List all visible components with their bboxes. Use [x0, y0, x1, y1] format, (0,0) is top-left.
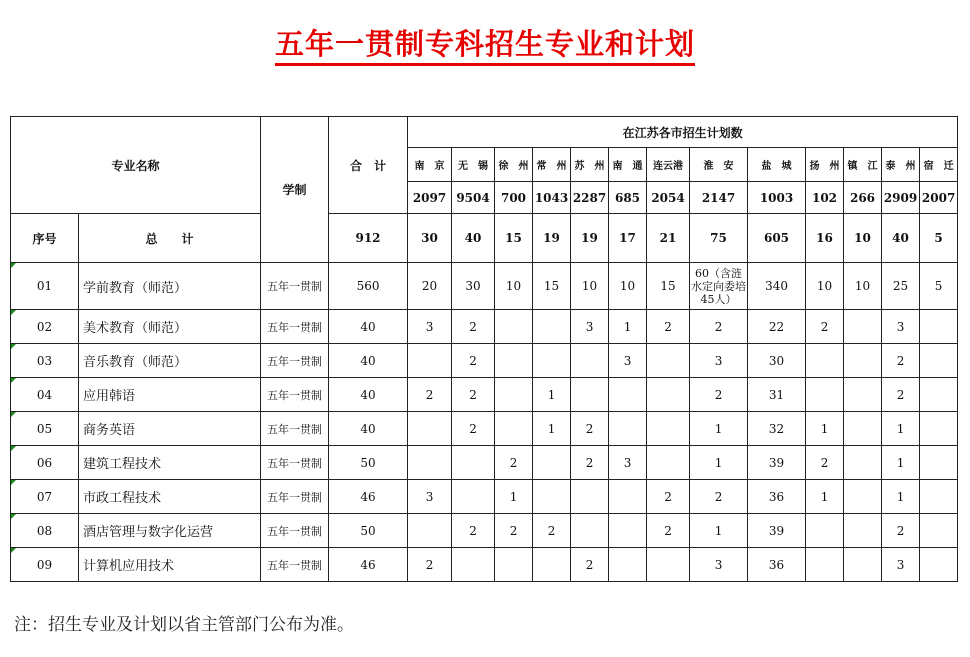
city-total: 5 — [920, 214, 958, 263]
city-plan-value — [571, 480, 609, 514]
major-total: 40 — [329, 378, 408, 412]
study-system: 五年一贯制 — [261, 548, 329, 582]
city-plan-value: 1 — [533, 412, 571, 446]
city-plan-value — [920, 378, 958, 412]
city-plan-value — [533, 548, 571, 582]
city-plan-value: 20 — [408, 263, 452, 310]
city-plan-value — [533, 310, 571, 344]
row-number: 05 — [11, 412, 79, 446]
city-code: 700 — [495, 182, 533, 214]
city-plan-value: 2 — [647, 514, 690, 548]
city-plan-value: 2 — [571, 548, 609, 582]
city-plan-value — [647, 446, 690, 480]
city-code: 2007 — [920, 182, 958, 214]
row-number: 04 — [11, 378, 79, 412]
city-plan-value: 1 — [882, 412, 920, 446]
major-name: 美术教育（师范） — [79, 310, 261, 344]
city-plan-value: 3 — [609, 344, 647, 378]
city-plan-value: 30 — [748, 344, 806, 378]
enrollment-plan-table — [10, 116, 958, 582]
city-total: 40 — [882, 214, 920, 263]
city-plan-value: 2 — [690, 310, 748, 344]
study-system: 五年一贯制 — [261, 310, 329, 344]
city-plan-value — [533, 480, 571, 514]
city-plan-value: 3 — [690, 548, 748, 582]
city-total: 17 — [609, 214, 647, 263]
city-plan-value — [495, 548, 533, 582]
study-system: 五年一贯制 — [261, 514, 329, 548]
study-system: 五年一贯制 — [261, 263, 329, 310]
city-plan-value: 2 — [882, 344, 920, 378]
city-plan-value: 1 — [609, 310, 647, 344]
city-plan-value — [452, 480, 495, 514]
city-plan-value: 60（含涟水定向委培45人） — [690, 263, 748, 310]
major-name: 商务英语 — [79, 412, 261, 446]
city-plan-value: 32 — [748, 412, 806, 446]
major-name: 酒店管理与数字化运营 — [79, 514, 261, 548]
city-code: 9504 — [452, 182, 495, 214]
city-plan-value — [571, 378, 609, 412]
city-header: 扬 州 — [806, 148, 844, 182]
city-code: 2097 — [408, 182, 452, 214]
city-plan-value: 15 — [533, 263, 571, 310]
city-plan-value: 2 — [571, 412, 609, 446]
city-plan-value: 2 — [571, 446, 609, 480]
city-plan-value: 1 — [882, 446, 920, 480]
city-header: 宿 迁 — [920, 148, 958, 182]
city-plan-value: 2 — [452, 514, 495, 548]
city-plan-value — [844, 310, 882, 344]
study-system: 五年一贯制 — [261, 446, 329, 480]
city-plan-value — [495, 378, 533, 412]
city-header: 常 州 — [533, 148, 571, 182]
major-total: 46 — [329, 548, 408, 582]
city-plan-value — [609, 378, 647, 412]
city-plan-value: 340 — [748, 263, 806, 310]
city-header: 淮 安 — [690, 148, 748, 182]
major-total: 40 — [329, 344, 408, 378]
city-plan-value: 2 — [452, 344, 495, 378]
city-plan-value: 2 — [806, 446, 844, 480]
city-total: 21 — [647, 214, 690, 263]
city-plan-value: 1 — [690, 446, 748, 480]
city-plan-value: 3 — [882, 310, 920, 344]
city-code: 2909 — [882, 182, 920, 214]
city-plan-value: 10 — [571, 263, 609, 310]
city-plan-value: 2 — [408, 548, 452, 582]
city-plan-value: 2 — [452, 412, 495, 446]
city-plan-value — [533, 344, 571, 378]
city-total: 16 — [806, 214, 844, 263]
city-plan-value — [806, 344, 844, 378]
table-row — [11, 378, 958, 412]
city-plan-value: 1 — [882, 480, 920, 514]
major-name: 市政工程技术 — [79, 480, 261, 514]
city-plan-value: 2 — [495, 446, 533, 480]
table-row — [11, 480, 958, 514]
city-code: 1043 — [533, 182, 571, 214]
city-plan-value: 10 — [806, 263, 844, 310]
major-total: 50 — [329, 514, 408, 548]
row-number: 09 — [11, 548, 79, 582]
city-plan-value — [533, 446, 571, 480]
city-code: 2054 — [647, 182, 690, 214]
city-plan-value: 2 — [882, 514, 920, 548]
major-name: 音乐教育（师范） — [79, 344, 261, 378]
city-code: 2147 — [690, 182, 748, 214]
city-plan-value: 39 — [748, 514, 806, 548]
city-plan-value: 1 — [495, 480, 533, 514]
city-plan-value: 1 — [806, 480, 844, 514]
study-system: 五年一贯制 — [261, 344, 329, 378]
study-system: 五年一贯制 — [261, 480, 329, 514]
table-row — [11, 446, 958, 480]
table-row — [11, 412, 958, 446]
city-total: 40 — [452, 214, 495, 263]
city-plan-value — [408, 446, 452, 480]
city-plan-value: 2 — [408, 378, 452, 412]
city-plan-value: 1 — [533, 378, 571, 412]
plan-group-header: 在江苏各市招生计划数 — [408, 117, 958, 148]
row-number: 02 — [11, 310, 79, 344]
row-number: 03 — [11, 344, 79, 378]
city-plan-value — [452, 548, 495, 582]
city-plan-value: 3 — [882, 548, 920, 582]
city-plan-value: 36 — [748, 480, 806, 514]
row-number: 06 — [11, 446, 79, 480]
city-plan-value — [844, 480, 882, 514]
city-plan-value: 10 — [609, 263, 647, 310]
city-plan-value — [920, 480, 958, 514]
city-code: 685 — [609, 182, 647, 214]
city-plan-value — [647, 548, 690, 582]
city-plan-value — [408, 514, 452, 548]
city-plan-value — [806, 548, 844, 582]
city-plan-value — [609, 514, 647, 548]
total-header: 合 计 — [329, 117, 408, 214]
city-header: 南 通 — [609, 148, 647, 182]
city-plan-value: 3 — [571, 310, 609, 344]
city-plan-value — [806, 514, 844, 548]
city-plan-value: 2 — [533, 514, 571, 548]
city-plan-value — [647, 344, 690, 378]
city-code: 2287 — [571, 182, 609, 214]
city-plan-value — [844, 378, 882, 412]
city-plan-value — [844, 446, 882, 480]
city-plan-value: 25 — [882, 263, 920, 310]
major-total: 50 — [329, 446, 408, 480]
city-plan-value: 2 — [806, 310, 844, 344]
city-plan-value — [495, 412, 533, 446]
city-plan-value — [495, 310, 533, 344]
city-code: 1003 — [748, 182, 806, 214]
city-plan-value: 2 — [647, 480, 690, 514]
index-header: 序号 — [11, 214, 79, 263]
city-plan-value: 2 — [452, 310, 495, 344]
city-plan-value: 1 — [690, 412, 748, 446]
row-number: 07 — [11, 480, 79, 514]
city-plan-value — [920, 514, 958, 548]
city-plan-value: 2 — [647, 310, 690, 344]
city-header: 南 京 — [408, 148, 452, 182]
city-plan-value: 2 — [452, 378, 495, 412]
row-number: 01 — [11, 263, 79, 310]
city-plan-value: 15 — [647, 263, 690, 310]
city-plan-value: 1 — [806, 412, 844, 446]
city-total: 19 — [533, 214, 571, 263]
city-plan-value: 10 — [495, 263, 533, 310]
city-plan-value: 5 — [920, 263, 958, 310]
city-header: 连云港 — [647, 148, 690, 182]
footnote: 注：招生专业及计划以省主管部门公布为准。 — [14, 615, 354, 635]
city-plan-value: 36 — [748, 548, 806, 582]
city-plan-value — [844, 344, 882, 378]
city-plan-value — [408, 412, 452, 446]
major-total: 560 — [329, 263, 408, 310]
grand-total-label: 总 计 — [79, 214, 261, 263]
city-total: 19 — [571, 214, 609, 263]
city-code: 102 — [806, 182, 844, 214]
city-plan-value — [647, 412, 690, 446]
major-total: 40 — [329, 412, 408, 446]
study-system: 五年一贯制 — [261, 412, 329, 446]
table-row — [11, 310, 958, 344]
city-total: 75 — [690, 214, 748, 263]
table-row — [11, 263, 958, 310]
major-name: 建筑工程技术 — [79, 446, 261, 480]
city-code: 266 — [844, 182, 882, 214]
city-plan-value — [609, 480, 647, 514]
city-total: 30 — [408, 214, 452, 263]
major-name: 应用韩语 — [79, 378, 261, 412]
city-total: 605 — [748, 214, 806, 263]
major-name-header: 专业名称 — [11, 117, 261, 214]
city-plan-value: 1 — [690, 514, 748, 548]
city-plan-value — [920, 446, 958, 480]
city-plan-value — [609, 548, 647, 582]
city-plan-value — [920, 412, 958, 446]
city-plan-value: 22 — [748, 310, 806, 344]
table-row — [11, 514, 958, 548]
city-plan-value: 10 — [844, 263, 882, 310]
page-title: 五年一贯制专科招生专业和计划 — [0, 22, 970, 63]
system-header: 学制 — [261, 117, 329, 263]
city-header: 镇 江 — [844, 148, 882, 182]
city-total: 10 — [844, 214, 882, 263]
city-plan-value — [495, 344, 533, 378]
city-plan-value: 2 — [690, 378, 748, 412]
city-plan-value — [452, 446, 495, 480]
city-plan-value — [920, 344, 958, 378]
city-plan-value: 3 — [408, 480, 452, 514]
city-plan-value — [806, 378, 844, 412]
city-plan-value — [571, 514, 609, 548]
city-plan-value: 30 — [452, 263, 495, 310]
city-plan-value — [920, 310, 958, 344]
city-header: 盐 城 — [748, 148, 806, 182]
city-plan-value — [844, 514, 882, 548]
major-total: 40 — [329, 310, 408, 344]
city-header: 徐 州 — [495, 148, 533, 182]
city-total: 15 — [495, 214, 533, 263]
major-name: 计算机应用技术 — [79, 548, 261, 582]
city-plan-value: 3 — [690, 344, 748, 378]
city-plan-value: 3 — [408, 310, 452, 344]
city-plan-value: 39 — [748, 446, 806, 480]
major-total: 46 — [329, 480, 408, 514]
table-row — [11, 344, 958, 378]
city-plan-value: 3 — [609, 446, 647, 480]
city-plan-value — [571, 344, 609, 378]
grand-total-value: 912 — [329, 214, 408, 263]
city-plan-value — [920, 548, 958, 582]
row-number: 08 — [11, 514, 79, 548]
city-header: 无 锡 — [452, 148, 495, 182]
city-plan-value: 2 — [882, 378, 920, 412]
city-header: 苏 州 — [571, 148, 609, 182]
city-plan-value — [844, 412, 882, 446]
city-header: 泰 州 — [882, 148, 920, 182]
major-name: 学前教育（师范） — [79, 263, 261, 310]
city-plan-value: 31 — [748, 378, 806, 412]
city-plan-value: 2 — [495, 514, 533, 548]
city-plan-value — [609, 412, 647, 446]
city-plan-value — [408, 344, 452, 378]
study-system: 五年一贯制 — [261, 378, 329, 412]
table-row — [11, 548, 958, 582]
city-plan-value — [647, 378, 690, 412]
city-plan-value: 2 — [690, 480, 748, 514]
city-plan-value — [844, 548, 882, 582]
